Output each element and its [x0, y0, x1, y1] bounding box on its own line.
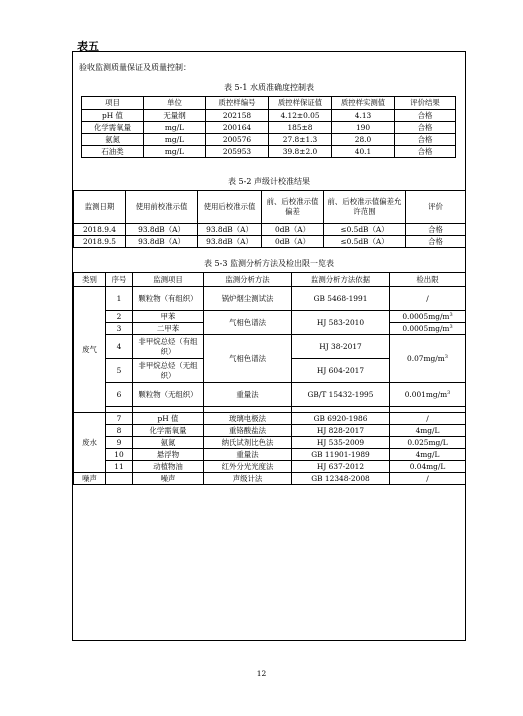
table-row: [74, 335, 466, 359]
table-cell: 9: [106, 437, 133, 449]
table-cell: 合格: [406, 224, 466, 236]
intro-text: 验收监测质量保证及质量控制：: [79, 63, 191, 72]
table-row: [74, 224, 466, 236]
table-cell: 红外分光光度法: [204, 461, 292, 473]
table-cell: 噪声: [133, 473, 204, 485]
table-cell: mg/L: [144, 146, 206, 158]
table-cell: 190: [332, 122, 395, 134]
table-cell: 93.8dB（A）: [198, 224, 262, 236]
table-header-row: [74, 273, 466, 287]
table-cell: pH 值: [82, 110, 144, 122]
table-cell: 2: [106, 311, 133, 323]
table-cell: 锅炉烟尘测试法: [204, 287, 292, 311]
table-cell: 200164: [206, 122, 269, 134]
table-row: [74, 287, 466, 311]
table-cell: [106, 473, 133, 485]
table-cell: [390, 323, 466, 335]
table-cell: mg/L: [144, 134, 206, 146]
table-cell: 27.8±1.3: [269, 134, 332, 146]
table-cell: 合格: [406, 236, 466, 248]
table-cell: 185±8: [269, 122, 332, 134]
table-cell: 重量法: [204, 383, 292, 407]
limit-value: 0.0005mg/m: [402, 323, 450, 333]
superscript: 3: [449, 323, 453, 330]
table-cell: /: [390, 473, 466, 485]
limit-value: 0.07mg/m: [407, 353, 445, 363]
header-cell: 项目: [82, 97, 144, 110]
table-cell: 重量法: [204, 449, 292, 461]
table-cell: GB 12348-2008: [292, 473, 390, 485]
table2-caption: 表 5-2 声级计校准结果: [228, 177, 310, 186]
table-cell: 气相色谱法: [204, 311, 292, 335]
table-cell: /: [390, 413, 466, 425]
table-cell: 10: [106, 449, 133, 461]
limit-value: 0.001mg/m: [404, 389, 448, 399]
sound-meter-table: [73, 190, 466, 248]
table-cell: 非甲烷总烃（有组织）: [133, 335, 204, 359]
table-cell: 202158: [206, 110, 269, 122]
table-cell: 0dB（A）: [262, 224, 324, 236]
superscript: 3: [444, 353, 448, 360]
table-row: [82, 110, 456, 122]
table-row: [74, 311, 466, 323]
table-cell: 动植物油: [133, 461, 204, 473]
table-cell: HJ 828-2017: [292, 425, 390, 437]
table-cell: GB/T 15432-1995: [292, 383, 390, 407]
table-cell: 11: [106, 461, 133, 473]
category-cell: 废水: [74, 413, 106, 473]
table-cell: 合格: [395, 146, 456, 158]
table-cell: 氨氮: [133, 437, 204, 449]
header-cell: 监测项目: [133, 273, 204, 287]
table-row: [82, 122, 456, 134]
limit-value: 0.0005mg/m: [402, 311, 450, 321]
table-cell: HJ 604-2017: [292, 359, 390, 383]
header-cell: 前、后校准示值偏差: [262, 191, 324, 224]
superscript: 3: [449, 311, 453, 318]
header-cell: 监测分析方法: [204, 273, 292, 287]
table-cell: 4mg/L: [390, 425, 466, 437]
table-cell: 纳氏试剂比色法: [204, 437, 292, 449]
table-cell: 39.8±2.0: [269, 146, 332, 158]
table-cell: 颗粒物（无组织）: [133, 383, 204, 407]
table-row: [82, 134, 456, 146]
table-row: [74, 413, 466, 425]
table-cell: ≤0.5dB（A）: [324, 224, 406, 236]
header-cell: 质控样保证值: [269, 97, 332, 110]
header-cell: 质控样实测值: [332, 97, 395, 110]
section-title: 表五: [77, 40, 99, 53]
table-cell: 化学需氧量: [133, 425, 204, 437]
table-cell: 2018.9.4: [74, 224, 126, 236]
table-cell: GB 11901-1989: [292, 449, 390, 461]
table-cell: 重铬酸盐法: [204, 425, 292, 437]
table-cell: GB 5468-1991: [292, 287, 390, 311]
table-row: [74, 425, 466, 437]
table-row: [74, 449, 466, 461]
table-cell: 0dB（A）: [262, 236, 324, 248]
table-cell: HJ 637-2012: [292, 461, 390, 473]
table-header-row: [74, 191, 466, 224]
table-cell: 合格: [395, 110, 456, 122]
table-cell: 无量纲: [144, 110, 206, 122]
table-cell: HJ 535-2009: [292, 437, 390, 449]
table-cell: 合格: [395, 134, 456, 146]
table-cell: mg/L: [144, 122, 206, 134]
header-cell: 前、后校准示值偏差允许范围: [324, 191, 406, 224]
table3-caption: 表 5-3 监测分析方法及检出限一览表: [204, 259, 334, 268]
table-cell: 28.0: [332, 134, 395, 146]
category-cell: 废气: [74, 287, 106, 413]
table-cell: 40.1: [332, 146, 395, 158]
table-cell: 氨氮: [82, 134, 144, 146]
table-cell: 93.8dB（A）: [126, 224, 198, 236]
table-cell: 7: [106, 413, 133, 425]
table-row: [74, 236, 466, 248]
header-cell: 评价: [406, 191, 466, 224]
table-cell: 悬浮物: [133, 449, 204, 461]
table-header-row: [82, 97, 456, 110]
header-cell: 序号: [106, 273, 133, 287]
table-cell: 4: [106, 335, 133, 359]
table-cell: 5: [106, 359, 133, 383]
table-cell: 2018.9.5: [74, 236, 126, 248]
header-cell: 评价结果: [395, 97, 456, 110]
table-cell: 0.04mg/L: [390, 461, 466, 473]
table-cell: 颗粒物（有组织）: [133, 287, 204, 311]
header-cell: 单位: [144, 97, 206, 110]
header-cell: 检出限: [390, 273, 466, 287]
table-cell: 93.8dB（A）: [198, 236, 262, 248]
header-cell: 使用前校准示值: [126, 191, 198, 224]
header-cell: 类别: [74, 273, 106, 287]
header-cell: 监测日期: [74, 191, 126, 224]
table-cell: [390, 335, 466, 383]
table-cell: 8: [106, 425, 133, 437]
superscript: 3: [447, 389, 451, 396]
table-cell: /: [390, 287, 466, 311]
table-cell: 93.8dB（A）: [126, 236, 198, 248]
table-cell: 6: [106, 383, 133, 407]
table-cell: 0.025mg/L: [390, 437, 466, 449]
table-row: [74, 473, 466, 485]
table-cell: HJ 583-2010: [292, 311, 390, 335]
table-row: [74, 437, 466, 449]
table-cell: 非甲烷总烃（无组织）: [133, 359, 204, 383]
table-cell: 甲苯: [133, 311, 204, 323]
header-cell: 使用后校准示值: [198, 191, 262, 224]
table1-caption: 表 5-1 水质准确度控制表: [224, 83, 314, 92]
table-cell: 1: [106, 287, 133, 311]
table-cell: 4.13: [332, 110, 395, 122]
table-row: [74, 383, 466, 407]
table-cell: 4.12±0.05: [269, 110, 332, 122]
table-cell: pH 值: [133, 413, 204, 425]
table-cell: [390, 383, 466, 407]
table-row: [74, 461, 466, 473]
header-cell: 质控样编号: [206, 97, 269, 110]
header-cell: 监测分析方法依据: [292, 273, 390, 287]
category-cell: 噪声: [74, 473, 106, 485]
table-cell: 气相色谱法: [204, 335, 292, 383]
page-number: 12: [256, 669, 267, 678]
table-cell: 化学需氧量: [82, 122, 144, 134]
table-cell: ≤0.5dB（A）: [324, 236, 406, 248]
analysis-method-table: [73, 272, 466, 485]
table-row: [82, 146, 456, 158]
table-cell: 二甲苯: [133, 323, 204, 335]
table-cell: 声级计法: [204, 473, 292, 485]
table-cell: 3: [106, 323, 133, 335]
table-cell: 合格: [395, 122, 456, 134]
table-cell: 石油类: [82, 146, 144, 158]
table-cell: 玻璃电极法: [204, 413, 292, 425]
table-cell: GB 6920-1986: [292, 413, 390, 425]
table-cell: 4mg/L: [390, 449, 466, 461]
table-cell: [390, 311, 466, 323]
table-cell: HJ 38-2017: [292, 335, 390, 359]
table-cell: 205953: [206, 146, 269, 158]
water-quality-table: [81, 96, 456, 158]
table-cell: 200576: [206, 134, 269, 146]
